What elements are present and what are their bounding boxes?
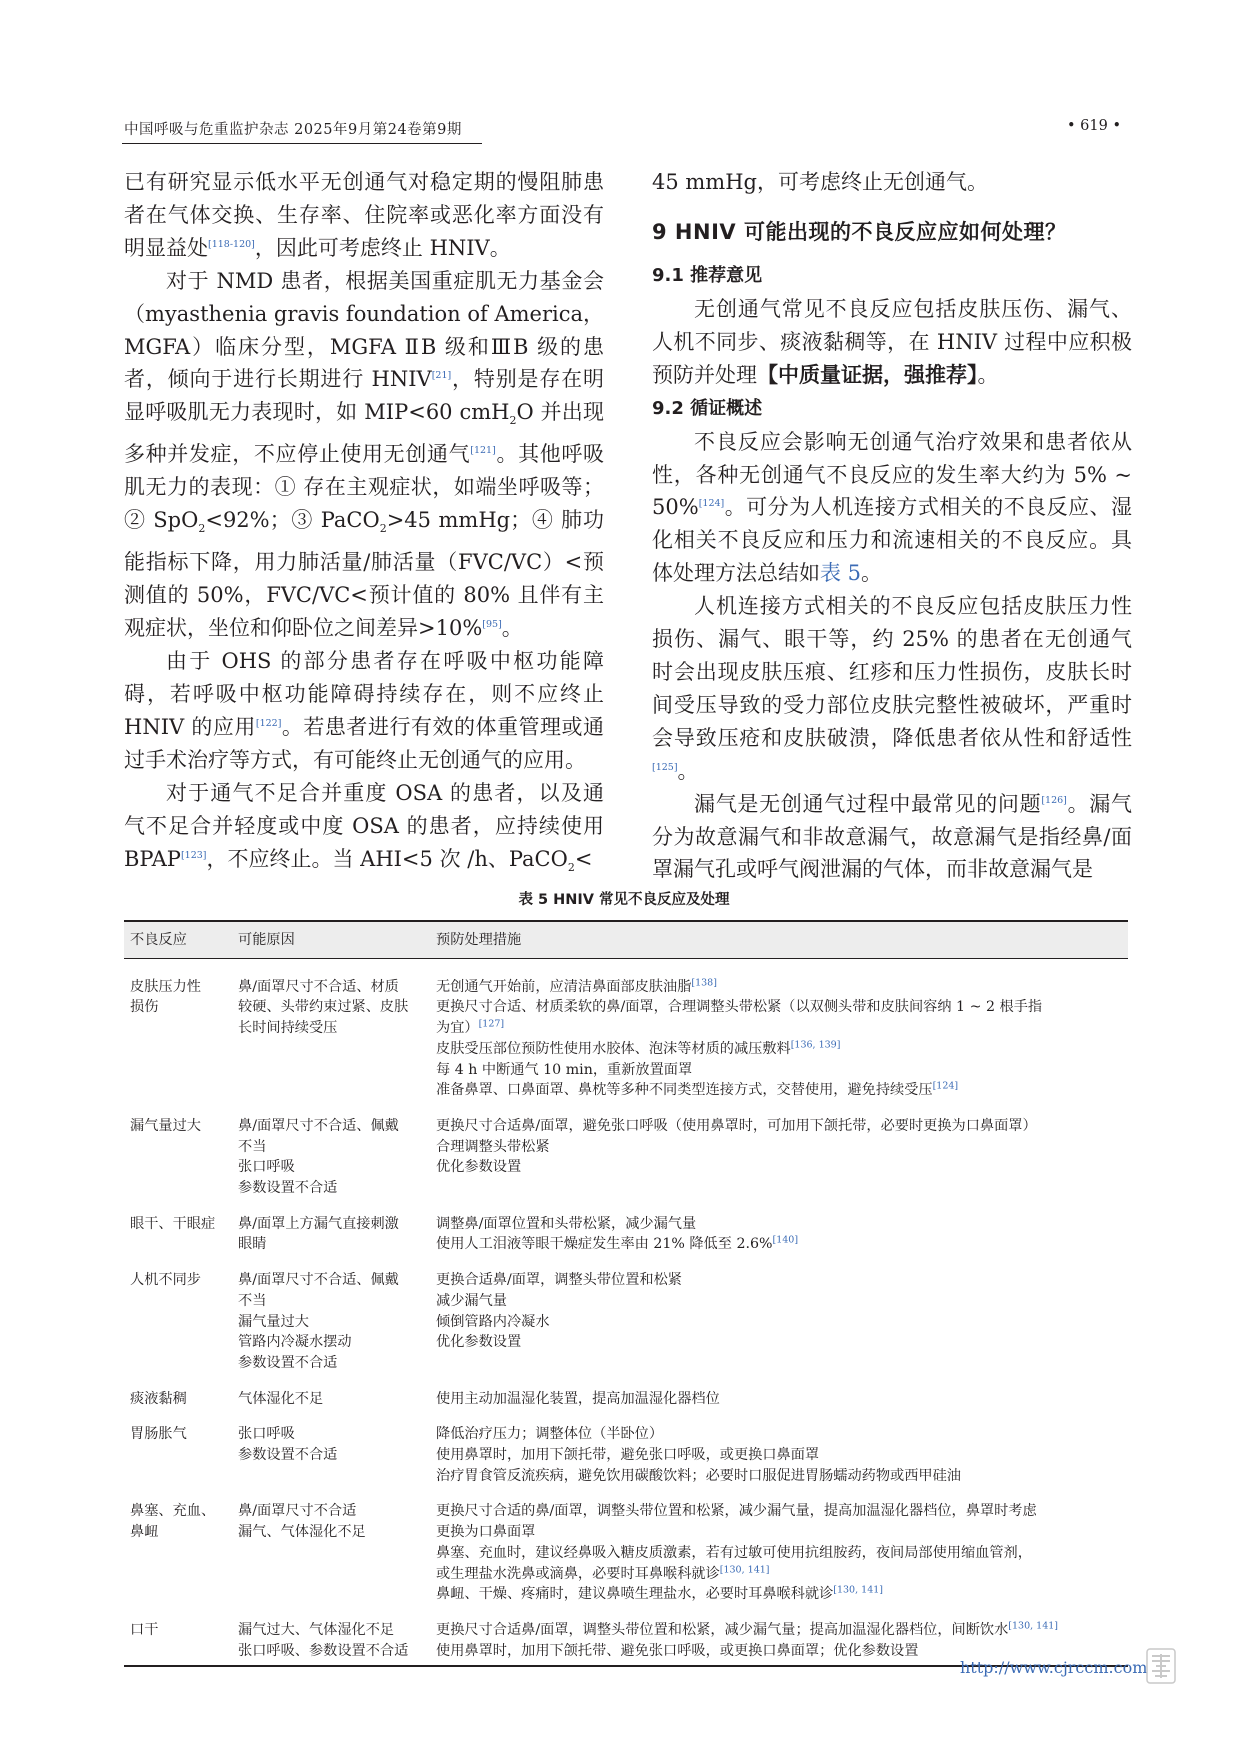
- cell-text: 漏气过大、气体湿化不足: [238, 1621, 395, 1638]
- paragraph-nmd: 对于 NMD 患者，根据美国重症肌无力基金会（myasthenia gravis foundation of America，MGFA）临床分型，MGFA ⅡB 级和ⅢB 级的患者，倾向于进行长期进行 HNIV[21]，特别是存在明显呼吸肌无力表现时，如 MIP<60 cmH$_2$O 并出现多种并发症，不应停止使用无创通气[121]。其他呼吸肌无力的表现：① 存在主观症状，如端坐呼吸等；② SpO$_2$<92%；③ PaCO$_2$>45 mmHg；④ 肺功能指标下降，用力肺活量/肺活量（FVC/VC）<预测值的 50%，FVC/VC<预计值的 80% 且伴有主观症状，坐位和仰卧位之间差异>10%[95]。: [124, 268, 605, 641]
- measure-line: 治疗胃食管反流疾病，避免饮用碳酸饮料；必要时口服促进胃肠蠕动药物或西甲硅油: [436, 1467, 961, 1484]
- cell-text: 张口呼吸、参数设置不合适: [238, 1642, 409, 1659]
- cell-text: 不当: [238, 1138, 267, 1155]
- column-header: 预防处理措施: [430, 921, 1128, 958]
- cell-text: 鼻/面罩上方漏气直接刺激: [238, 1215, 399, 1232]
- cell-text: 鼻/面罩尺寸不合适、佩戴: [238, 1272, 399, 1289]
- header-rule: [122, 143, 482, 144]
- citation[interactable]: [126]: [1041, 794, 1067, 806]
- reaction-cell: [124, 1377, 232, 1413]
- table-row: [124, 1412, 1128, 1489]
- paragraph-osa: 对于通气不足合并重度 OSA 的患者，以及通气不足合并轻度或中度 OSA 的患者，应持续使用 BPAP[123]，不应终止。当 AHI<5 次 /h、PaCO$_2$<: [124, 780, 604, 874]
- evidence-paragraph-2: 人机连接方式相关的不良反应包括皮肤压力性损伤、漏气、眼干等，约 25% 的患者在无创通气时会出现皮肤压痕、红疹和压力性损伤，皮肤长时间受压导致的受力部位皮肤完整性被破坏，严重时会导致压疮和皮肤破溃，降低患者依从性和舒适性[125]。: [652, 594, 1132, 783]
- cell-text: 鼻/面罩尺寸不合适: [238, 1503, 357, 1520]
- measure-line: 使用人工泪液等眼干燥症发生率由 21% 降低至 2.6%[140]: [436, 1234, 799, 1253]
- table-row: [124, 1202, 1128, 1258]
- subsection-heading-9-1: 9.1 推荐意见: [652, 264, 763, 286]
- cause-cell: [232, 1377, 430, 1413]
- citation[interactable]: [130, 141]: [1008, 1620, 1059, 1632]
- measure-line: 调整鼻/面罩位置和头带松紧，减少漏气量: [436, 1215, 697, 1232]
- measure-line: 更换合适鼻/面罩，调整头带位置和松紧: [436, 1272, 682, 1289]
- cause-cell: [232, 1258, 430, 1377]
- measure-line: 或生理盐水洗鼻或滴鼻，必要时耳鼻喉科就诊[130, 141]: [436, 1563, 770, 1582]
- cell-text: 鼻/面罩尺寸不合适、材质: [238, 978, 399, 995]
- cell-text: 胃肠胀气: [130, 1426, 187, 1443]
- measure-line: 无创通气开始前，应清洁鼻面部皮肤油脂[138]: [436, 976, 717, 995]
- table-5-link[interactable]: 表 5: [820, 561, 862, 586]
- cell-text: 长时间持续受压: [238, 1020, 338, 1037]
- measure-line: 倾倒管路内冷凝水: [436, 1313, 550, 1330]
- cell-text: 人机不同步: [130, 1272, 201, 1289]
- cell-text: 口干: [130, 1621, 159, 1638]
- cell-text: 管路内冷凝水摆动: [238, 1334, 352, 1351]
- cause-cell: [232, 1202, 430, 1258]
- citation[interactable]: [123]: [180, 849, 207, 861]
- running-header: 中国呼吸与危重监护杂志 2025年9月第24卷第9期: [124, 122, 462, 138]
- cell-text: 参数设置不合适: [238, 1354, 338, 1371]
- measure-line: 使用鼻罩时，加用下颌托带，避免张口呼吸，或更换口鼻面罩: [436, 1447, 820, 1464]
- cell-text: 眼干、干眼症: [130, 1215, 216, 1232]
- cell-text: 气体湿化不足: [238, 1390, 324, 1407]
- cause-cell: [232, 1608, 430, 1666]
- measure-line: 鼻衄、干燥、疼痛时，建议鼻喷生理盐水，必要时耳鼻喉科就诊[130, 141]: [436, 1584, 883, 1603]
- measure-cell: [430, 1104, 1128, 1202]
- measure-line: 更换尺寸合适鼻/面罩，避免张口呼吸（使用鼻罩时，可加用下颌托带，必要时更换为口鼻面罩）: [436, 1117, 1037, 1134]
- measure-line: 优化参数设置: [436, 1159, 522, 1176]
- measure-line: 更换为口鼻面罩: [436, 1524, 536, 1541]
- table-header-row: [124, 921, 1128, 958]
- reaction-cell: [124, 1489, 232, 1608]
- citation[interactable]: [122]: [255, 717, 282, 729]
- cell-text: 痰液黏稠: [130, 1390, 187, 1407]
- cell-text: 张口呼吸: [238, 1159, 295, 1176]
- measure-line: 使用鼻罩时，加用下颌托带、避免张口呼吸，或更换口鼻面罩；优化参数设置: [436, 1642, 919, 1659]
- column-header: 不良反应: [124, 921, 232, 958]
- cause-cell: [232, 958, 430, 1104]
- evidence-paragraph-1: 不良反应会影响无创通气治疗效果和患者依从性，各种无创通气不良反应的发生率大约为 5% ~ 50%[124]。可分为人机连接方式相关的不良反应、湿化相关不良反应和压力和流速相关的不良反应。具体处理方法总结如表 5。: [652, 429, 1132, 586]
- cell-text: 鼻/面罩尺寸不合适、佩戴: [238, 1117, 399, 1134]
- measure-line: 更换尺寸合适鼻/面罩，调整头带位置和松紧，减少漏气量；提高加温湿化器档位，间断饮水[130, 141]: [436, 1620, 1059, 1638]
- evidence-paragraph-3: 漏气是无创通气过程中最常见的问题[126]。漏气分为故意漏气和非故意漏气，故意漏气是指经鼻/面罩漏气孔或呼气阀泄漏的气体，而非故意漏气是: [652, 791, 1132, 882]
- evidence-grade: 【中质量证据，强推荐】: [757, 362, 978, 387]
- cell-text: 参数设置不合适: [238, 1180, 338, 1197]
- table-row: [124, 1258, 1128, 1377]
- cell-text: 损伤: [130, 999, 159, 1016]
- measure-line: 皮肤受压部位预防性使用水胶体、泡沫等材质的减压敷料[136, 139]: [436, 1039, 841, 1057]
- reaction-cell: [124, 1258, 232, 1377]
- measure-line: 每 4 h 中断通气 10 min，重新放置面罩: [436, 1061, 693, 1078]
- paragraph-ohs: 由于 OHS 的部分患者存在呼吸中枢功能障碍，若呼吸中枢功能障碍持续存在，则不应终止 HNIV 的应用[122]。若患者进行有效的体重管理或通过手术治疗等方式，有可能终止无创通气的应用。: [124, 649, 605, 772]
- citation[interactable]: [130, 141]: [719, 1563, 770, 1575]
- measure-line: 更换尺寸合适、材质柔软的鼻/面罩，合理调整头带松紧（以双侧头带和皮肤间容纳 1 ~ 2 根手指: [436, 999, 1043, 1016]
- measure-cell: [430, 1489, 1128, 1608]
- journal-seal-icon: [1146, 1648, 1176, 1684]
- cause-cell: [232, 1412, 430, 1489]
- citation[interactable]: [140]: [772, 1234, 799, 1246]
- citation[interactable]: [138]: [691, 976, 717, 988]
- table-row: [124, 958, 1128, 1104]
- citation[interactable]: [124]: [698, 498, 725, 510]
- measure-line: 降低治疗压力；调整体位（半卧位）: [436, 1426, 664, 1443]
- citation[interactable]: [118-120]: [208, 238, 255, 250]
- cell-text: 较硬、头带约束过紧、皮肤: [238, 999, 409, 1016]
- measure-line: 准备鼻罩、口鼻面罩、鼻枕等多种不同类型连接方式，交替使用，避免持续受压[124]: [436, 1080, 959, 1099]
- left-column: [124, 166, 604, 885]
- measure-cell: [430, 1202, 1128, 1258]
- cause-cell: [232, 1489, 430, 1608]
- paragraph-continued: 45 mmHg，可考虑终止无创通气。: [652, 170, 988, 194]
- page-number: • 619 •: [1067, 118, 1121, 134]
- citation[interactable]: [124]: [932, 1080, 959, 1092]
- reaction-cell: [124, 958, 232, 1104]
- cell-text: 不当: [238, 1292, 267, 1309]
- cell-text: 参数设置不合适: [238, 1447, 338, 1464]
- reaction-cell: [124, 1608, 232, 1666]
- subsection-heading-9-2: 9.2 循证概述: [652, 397, 763, 419]
- cell-text: 眼睛: [238, 1236, 267, 1253]
- recommendation-paragraph: 无创通气常见不良反应包括皮肤压伤、漏气、人机不同步、痰液黏稠等，在 HNIV 过程中应积极预防并处理【中质量证据，强推荐】。: [652, 296, 1132, 387]
- reaction-cell: [124, 1104, 232, 1202]
- reaction-cell: [124, 1412, 232, 1489]
- section-heading-9: 9 HNIV 可能出现的不良反应应如何处理？: [652, 219, 1067, 244]
- measure-line: 使用主动加温湿化装置，提高加温湿化器档位: [436, 1390, 720, 1407]
- journal-url-link[interactable]: http://www.cjrccm.com: [960, 1658, 1148, 1677]
- citation[interactable]: [125]: [652, 761, 678, 773]
- measure-line: 优化参数设置: [436, 1334, 522, 1351]
- measure-cell: [430, 1377, 1128, 1413]
- measure-line: 减少漏气量: [436, 1292, 507, 1309]
- table-row: [124, 1104, 1128, 1202]
- right-column: [652, 166, 1132, 886]
- table-row: [124, 1489, 1128, 1608]
- cell-text: 漏气、气体湿化不足: [238, 1524, 366, 1541]
- cell-text: 张口呼吸: [238, 1426, 295, 1443]
- paragraph-copd: 已有研究显示低水平无创通气对稳定期的慢阻肺患者在气体交换、生存率、住院率或恶化率方面没有明显益处[118-120]，因此可考虑终止 HNIV。: [124, 170, 604, 260]
- cell-text: 漏气量过大: [238, 1313, 309, 1330]
- measure-line: 更换尺寸合适的鼻/面罩，调整头带位置和松紧，减少漏气量，提高加温湿化器档位，鼻罩时考虑: [436, 1503, 1037, 1520]
- measure-cell: [430, 1258, 1128, 1377]
- citation[interactable]: [136, 139]: [790, 1039, 841, 1051]
- cell-text: 皮肤压力性: [130, 978, 201, 995]
- cell-text: 鼻衄: [130, 1524, 159, 1541]
- measure-line: 合理调整头带松紧: [436, 1138, 550, 1155]
- reaction-cell: [124, 1202, 232, 1258]
- table-caption: 表 5 HNIV 常见不良反应及处理: [518, 892, 730, 908]
- measure-line: 为宜）[127]: [436, 1018, 505, 1037]
- measure-cell: [430, 958, 1128, 1104]
- cause-cell: [232, 1104, 430, 1202]
- adverse-reaction-table: [124, 920, 1128, 1667]
- citation[interactable]: [21]: [431, 370, 452, 382]
- citation[interactable]: [121]: [470, 445, 496, 457]
- citation[interactable]: [130, 141]: [833, 1584, 883, 1596]
- table-row: [124, 1377, 1128, 1413]
- citation[interactable]: [95]: [482, 619, 502, 631]
- column-header: 可能原因: [232, 921, 430, 958]
- citation[interactable]: [127]: [478, 1018, 505, 1030]
- measure-line: 鼻塞、充血时，建议经鼻吸入糖皮质激素，若有过敏可使用抗组胺药，夜间局部使用缩血管剂，: [436, 1544, 1032, 1561]
- measure-cell: [430, 1412, 1128, 1489]
- cell-text: 鼻塞、充血、: [130, 1503, 216, 1520]
- cell-text: 漏气量过大: [130, 1117, 201, 1134]
